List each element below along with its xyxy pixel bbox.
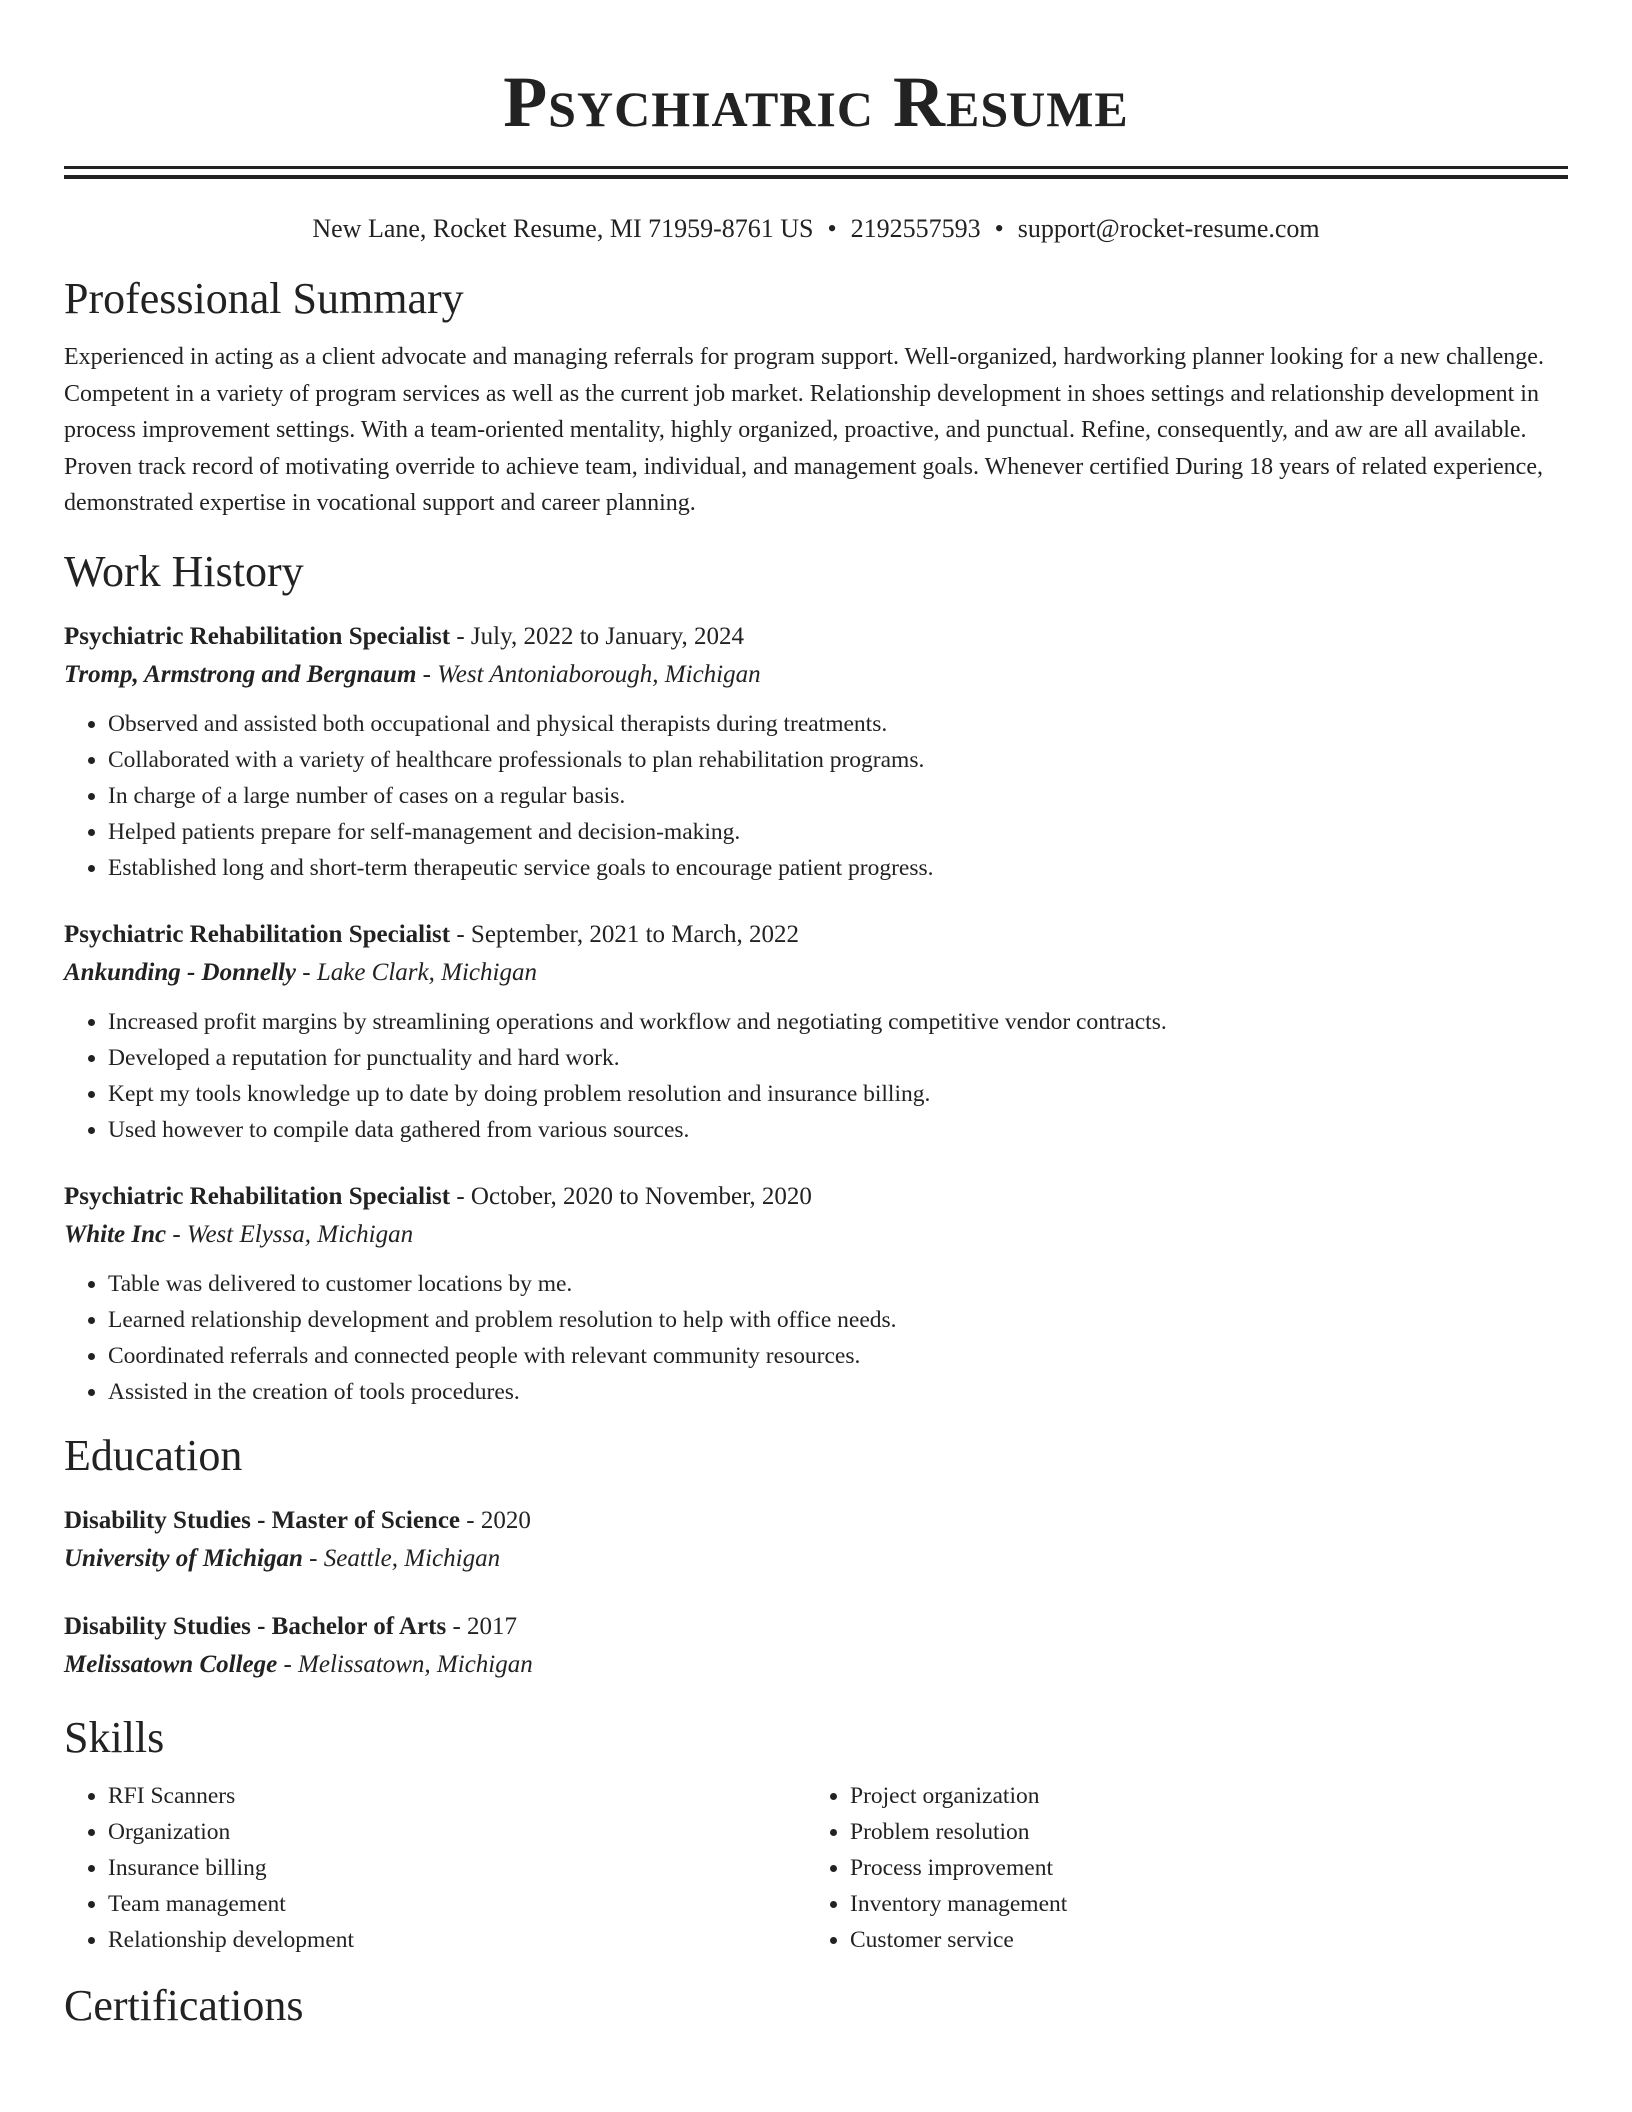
job-bullet: • Used however to compile data gathered from various sources. (108, 1112, 1568, 1148)
job-dates: - October, 2020 to November, 2020 (450, 1182, 812, 1210)
education-degree: Disability Studies - Master of Science (64, 1506, 461, 1534)
job-entry (64, 916, 1568, 1148)
job-company-line (64, 954, 1568, 992)
job-company-line (64, 656, 1568, 694)
work-history-heading: Work History (64, 546, 304, 596)
job-location: - West Antoniaborough, Michigan (416, 660, 761, 688)
education-entry (64, 1502, 1568, 1578)
education-school-line (64, 1646, 1568, 1684)
education-degree-line (64, 1502, 1568, 1540)
job-bullets (64, 1266, 1568, 1410)
job-bullet: • Helped patients prepare for self-management and decision-making. (108, 814, 1568, 850)
job-bullet: • Learned relationship development and problem resolution to help with office needs. (108, 1302, 1568, 1338)
skill-item: • Inventory management (850, 1886, 1548, 1922)
job-title: Psychiatric Rehabilitation Specialist (64, 1182, 451, 1210)
education-location: - Seattle, Michigan (302, 1544, 501, 1572)
skill-item: • Insurance billing (108, 1850, 806, 1886)
job-company-line (64, 1216, 1568, 1254)
education-location: - Melissatown, Michigan (277, 1650, 533, 1678)
resume-page (64, 0, 1568, 2032)
skill-item: • Problem resolution (850, 1814, 1548, 1850)
job-company: White Inc (64, 1220, 167, 1248)
job-company: Tromp, Armstrong and Bergnaum (64, 660, 417, 688)
job-bullet: • Developed a reputation for punctuality and hard work. (108, 1040, 1568, 1076)
education-school: Melissatown College (64, 1650, 278, 1678)
summary-text: Experienced in acting as a client advocate and managing referrals for program support. Well-organized, hardworking planner looking for a new challenge. Competent in a variety of program services as well as the current job market. Relationship development in shoes settings and relationship development in process improvement settings. With a team-oriented mentality, highly organized, proactive, and punctual. Refine, consequently, and aw are all available. Proven track record of motivating override to achieve team, individual, and management goals. Whenever certified During 18 years of related experience, demonstrated expertise in vocational support and career planning. (64, 344, 1544, 516)
job-bullet: • Coordinated referrals and connected people with relevant community resources. (108, 1338, 1568, 1374)
contact-separator: • (827, 214, 837, 243)
skill-item: • Process improvement (850, 1850, 1548, 1886)
job-bullet: • Kept my tools knowledge up to date by doing problem resolution and insurance billing. (108, 1076, 1568, 1112)
education-degree: Disability Studies - Bachelor of Arts (64, 1612, 447, 1640)
resume-title: Psychiatric Resume (503, 62, 1129, 142)
summary-heading: Professional Summary (64, 274, 464, 323)
skills-list-left (64, 1778, 806, 1958)
job-location: - West Elyssa, Michigan (166, 1220, 414, 1248)
job-title-line (64, 1178, 1568, 1216)
job-title: Psychiatric Rehabilitation Specialist (64, 920, 451, 948)
contact-phone: 2192557593 (850, 214, 981, 243)
contact-line (64, 213, 1568, 245)
education-degree-line (64, 1608, 1568, 1646)
education-entry (64, 1608, 1568, 1684)
education-heading: Education (64, 1430, 243, 1480)
job-bullet: • Increased profit margins by streamlining operations and workflow and negotiating competitive vendor contracts. (108, 1004, 1568, 1040)
education-year: - 2017 (446, 1612, 518, 1640)
job-bullet: • Table was delivered to customer locations by me. (108, 1266, 1568, 1302)
skills-heading: Skills (64, 1712, 165, 1762)
job-entry (64, 1178, 1568, 1410)
job-title: Psychiatric Rehabilitation Specialist (64, 622, 451, 650)
job-company: Ankunding - Donnelly (64, 958, 297, 986)
job-bullet: • Observed and assisted both occupational and physical therapists during treatments. (108, 706, 1568, 742)
job-dates: - September, 2021 to March, 2022 (450, 920, 800, 948)
skill-item: • Customer service (850, 1922, 1548, 1958)
job-title-line (64, 916, 1568, 954)
contact-address: New Lane, Rocket Resume, MI 71959-8761 US (312, 214, 814, 243)
skill-item: • Project organization (850, 1778, 1548, 1814)
contact-separator: • (994, 214, 1004, 243)
education-school: University of Michigan (64, 1544, 303, 1572)
title-rule-bottom (64, 175, 1568, 179)
skill-item: • Organization (108, 1814, 806, 1850)
job-bullet: • In charge of a large number of cases on a regular basis. (108, 778, 1568, 814)
job-bullet: • Collaborated with a variety of healthcare professionals to plan rehabilitation programs. (108, 742, 1568, 778)
job-bullet: • Assisted in the creation of tools procedures. (108, 1374, 1568, 1410)
job-location: - Lake Clark, Michigan (296, 958, 537, 986)
job-dates: - July, 2022 to January, 2024 (450, 622, 745, 650)
skill-item: • RFI Scanners (108, 1778, 806, 1814)
skill-item: • Relationship development (108, 1922, 806, 1958)
job-bullet: • Established long and short-term therapeutic service goals to encourage patient progress. (108, 850, 1568, 886)
skill-item: • Team management (108, 1886, 806, 1922)
job-title-line (64, 618, 1568, 656)
title-rule-top (64, 166, 1568, 169)
job-bullets (64, 1004, 1568, 1148)
job-bullets (64, 706, 1568, 886)
education-year: - 2020 (460, 1506, 531, 1534)
job-entry (64, 618, 1568, 886)
certifications-heading: Certifications (64, 1980, 304, 2030)
skills-columns (64, 1778, 1568, 1958)
contact-email: support@rocket-resume.com (1017, 214, 1320, 243)
skills-list-right (806, 1778, 1548, 1958)
education-school-line (64, 1540, 1568, 1578)
